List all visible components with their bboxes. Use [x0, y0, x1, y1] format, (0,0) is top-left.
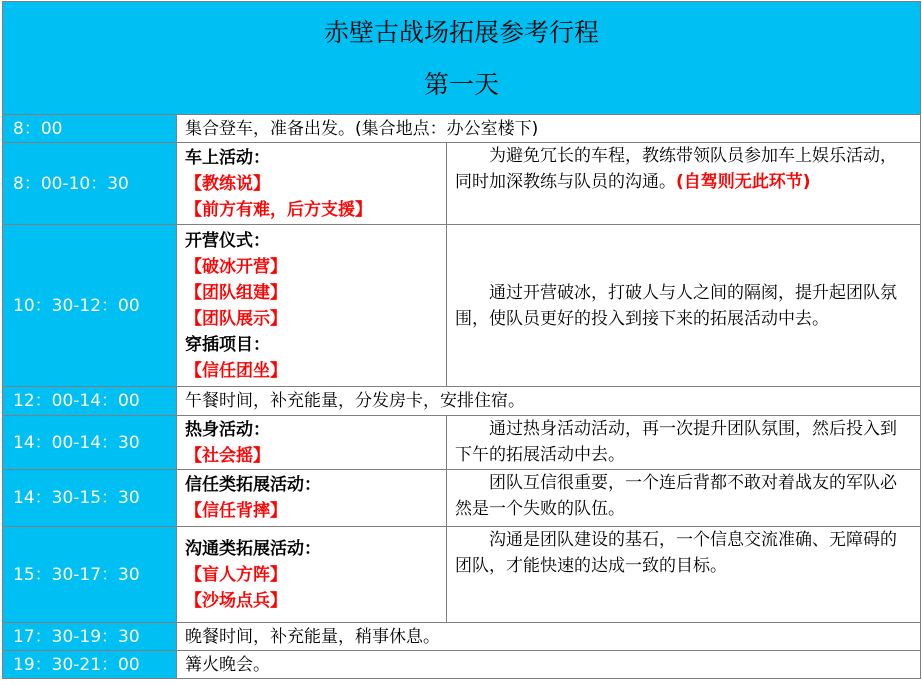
description-text: 通过开营破冰，打破人与人之间的隔阂，提升起团队氛围，使队员更好的投入到接下来的拓展活动中去。: [455, 282, 897, 329]
activity-item: 【沙场点兵】: [185, 590, 287, 611]
activity-cell: [177, 225, 447, 387]
schedule-row: [3, 470, 921, 527]
page-title: 赤壁古战场拓展参考行程: [324, 18, 600, 47]
time-cell: 8：00-10：30: [3, 143, 177, 225]
activity-cell: [177, 143, 447, 225]
description-text: 团队互信很重要，一个连后背都不敢对着战友的军队必然是一个失败的队伍。: [455, 473, 897, 519]
activity-item: 【盲人方阵】: [185, 564, 287, 585]
table-header: [3, 2, 921, 115]
time-cell: 14：00-14：30: [3, 416, 177, 470]
time-cell: 17：30-19：30: [3, 623, 177, 651]
activity-cell: 午餐时间，补充能量，分发房卡，安排住宿。: [177, 387, 921, 416]
description-cell: [447, 225, 921, 387]
description-cell: [447, 416, 921, 470]
activity-label: 车上活动：: [185, 147, 270, 168]
activity-cell: [177, 527, 447, 623]
activity-item: 【社会摇】: [185, 445, 270, 466]
description-note: (自驾则无此环节): [676, 172, 811, 192]
activity-cell: [177, 416, 447, 470]
itinerary-table: [2, 1, 921, 679]
activity-label: 开营仪式：: [185, 230, 270, 251]
schedule-row: [3, 623, 921, 651]
time-cell: 10：30-12：00: [3, 225, 177, 387]
schedule-row: [3, 143, 921, 225]
schedule-row: [3, 115, 921, 143]
schedule-row: [3, 651, 921, 679]
description-text: 为避免冗长的车程，教练带领队员参加车上娱乐活动，同时加深教练与队员的沟通。: [455, 146, 897, 192]
schedule-row: [3, 416, 921, 470]
time-cell: 8：00: [3, 115, 177, 143]
activity-item: 【破冰开营】: [185, 256, 287, 277]
activity-label: 穿插项目：: [185, 334, 270, 355]
schedule-row: [3, 527, 921, 623]
description-cell: [447, 527, 921, 623]
description-cell: [447, 143, 921, 225]
time-cell: 12：00-14：00: [3, 387, 177, 416]
activity-item: 【前方有难，后方支援】: [185, 199, 372, 220]
activity-cell: 集合登车，准备出发。(集合地点：办公室楼下): [177, 115, 921, 143]
description-cell: [447, 470, 921, 527]
header-row: [3, 2, 921, 115]
activity-label: 信任类拓展活动：: [185, 475, 321, 495]
activity-label: 热身活动：: [185, 419, 270, 440]
activity-item: 【团队展示】: [185, 308, 287, 329]
activity-item: 【信任背摔】: [185, 501, 287, 521]
schedule-row: [3, 387, 921, 416]
time-cell: 15：30-17：30: [3, 527, 177, 623]
activity-cell: 篝火晚会。: [177, 651, 921, 679]
activity-item: 【信任团坐】: [185, 360, 287, 381]
time-cell: 19：30-21：00: [3, 651, 177, 679]
day-title: 第一天: [424, 70, 500, 99]
description-text: 通过热身活动活动，再一次提升团队氛围，然后投入到下午的拓展活动中去。: [455, 419, 897, 465]
activity-cell: [177, 470, 447, 527]
time-cell: 14：30-15：30: [3, 470, 177, 527]
description-text: 沟通是团队建设的基石，一个信息交流准确、无障碍的团队，才能快速的达成一致的目标。: [455, 530, 897, 576]
activity-cell: 晚餐时间，补充能量，稍事休息。: [177, 623, 921, 651]
activity-item: 【教练说】: [185, 173, 270, 194]
schedule-row: [3, 225, 921, 387]
activity-item: 【团队组建】: [185, 282, 287, 303]
activity-label: 沟通类拓展活动：: [185, 538, 321, 559]
